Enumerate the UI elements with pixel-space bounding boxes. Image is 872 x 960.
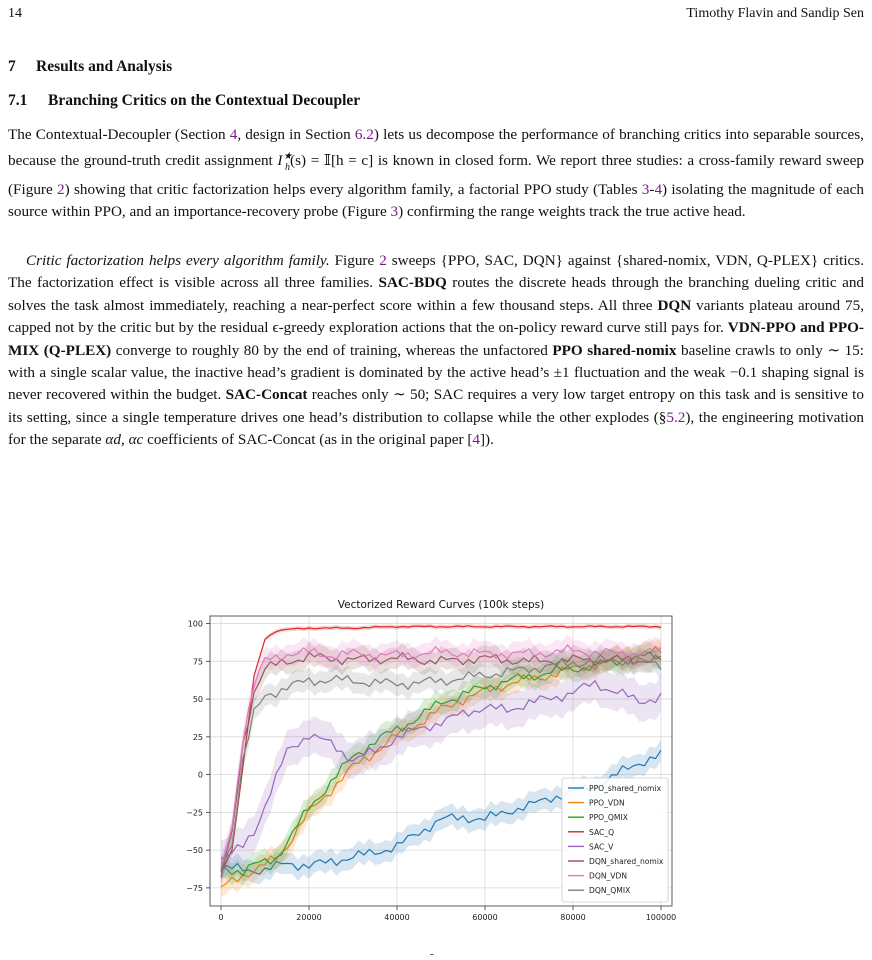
text: The Contextual-Decoupler (Section [8, 126, 230, 143]
page-marker: - [430, 948, 434, 960]
paragraph-intro [8, 124, 864, 224]
legend-label: DQN_VDN [589, 871, 628, 881]
section-ref-link[interactable]: 5.2 [666, 408, 686, 426]
section-ref-link[interactable]: 6.2 [354, 126, 374, 143]
legend-box [562, 778, 668, 902]
y-tick-label: 75 [192, 657, 203, 667]
bold-term: DQN [657, 296, 692, 314]
legend-label: SAC_Q [589, 827, 615, 837]
y-tick-label: 25 [192, 732, 203, 742]
reward-curves-chart [170, 596, 690, 922]
table-ref-link[interactable]: 3 [641, 180, 650, 198]
text: converge to roughly 80 by the end of training, whereas the unfactored [111, 341, 553, 359]
math-symbol: I [277, 152, 283, 170]
legend-label: SAC_V [589, 842, 614, 852]
bold-term: SAC-BDQ [378, 274, 447, 292]
text: routes the discrete heads through the branching dueling critic and solves the task almost immediately, reaching a near-perfect score within a few thousand steps. All three [8, 274, 865, 314]
text: reaches only ∼ 50; SAC requires a very low target entropy on this task and is sensitive to its setting, since a single temperature drives one head’s distribution to collapse while the other explodes (§ [8, 386, 864, 426]
text: ) lets us decompose the performance of branching critics into separable sources, because the ground-truth credit assignment [8, 126, 864, 170]
subsection-number: 7.1 [8, 92, 28, 109]
text: ) isolating the magnitude of each source within PPO, and an importance-recovery probe (Figure [8, 180, 864, 221]
text: baseline crawls to only ∼ 15: with a single scalar value, the inactive head’s gradient is dominated by the active head’s ±1 fluctuation and the weak −0.1 shaping signal is never recovered within the budget. [8, 341, 864, 404]
text: ), the engineering motivation for the separate [8, 408, 865, 449]
section-title: Results and Analysis [36, 58, 173, 75]
running-authors: Timothy Flavin and Sandip Sen [686, 6, 864, 21]
legend-label: DQN_QMIX [589, 886, 631, 896]
subsection-title: Branching Critics on the Contextual Decoupler [48, 92, 361, 109]
x-tick-label: 20000 [296, 913, 322, 922]
figure-ref-link[interactable]: 3 [390, 203, 399, 221]
math-importance [277, 151, 294, 173]
text: Figure [329, 252, 380, 269]
figure-ref-link[interactable]: 2 [57, 180, 65, 198]
y-tick-label: −75 [186, 883, 203, 893]
figure-ref-link[interactable]: 2 [379, 252, 387, 269]
citation-link[interactable]: 4 [472, 431, 480, 449]
y-tick-label: −50 [186, 846, 203, 856]
y-tick-label: 50 [192, 695, 203, 705]
y-tick-label: 0 [197, 770, 203, 780]
text: , design in Section [237, 126, 355, 143]
legend-label: PPO_QMIX [589, 813, 628, 823]
text: - [649, 180, 655, 198]
text: sweeps {PPO, SAC, DQN} against {shared-nomix, VDN, Q-PLEX} critics. The factorization effect is visible across all three families. [8, 252, 864, 292]
text: (s) = 𝕀[h = c] is known in closed form. We report three studies: a cross-family reward sweep (Figure [8, 152, 864, 198]
x-tick-label: 0 [218, 913, 224, 922]
page-number: 14 [8, 6, 22, 21]
chart-title: Vectorized Reward Curves (100k steps) [337, 599, 545, 611]
x-tick-label: 100000 [645, 913, 677, 922]
math-alpha: αd, αc [105, 431, 144, 449]
section-heading [8, 58, 172, 76]
legend-label: PPO_shared_nomix [589, 784, 662, 793]
x-tick-label: 80000 [560, 913, 586, 922]
bold-term: SAC-Concat [225, 386, 308, 404]
x-tick-label: 40000 [384, 913, 410, 922]
table-ref-link[interactable]: 4 [654, 180, 663, 198]
section-ref-link[interactable]: 4 [229, 126, 238, 143]
text: coefficients of SAC-Concat (as in the original paper [ [143, 431, 473, 449]
bold-term: PPO shared-nomix [552, 341, 677, 359]
bold-term: VDN-PPO and PPO-MIX (Q-PLEX) [8, 319, 864, 359]
legend-label: PPO_VDN [589, 798, 625, 808]
x-tick-label: 60000 [472, 913, 498, 922]
y-tick-label: 100 [187, 619, 203, 629]
math-superscript: ★ [282, 151, 294, 163]
subsection-heading [8, 92, 360, 110]
math-subscript: h [285, 161, 291, 173]
legend-label: DQN_shared_nomix [589, 857, 664, 866]
text: variants plateau around 75, capped not by the critic but by the residual ϵ-greedy exploration actions that the on-policy reward curve still pays for. [8, 296, 864, 337]
text: ) confirming the range weights track the true active head. [398, 203, 746, 221]
y-tick-label: −25 [186, 808, 203, 818]
section-number: 7 [8, 58, 16, 75]
paragraph-factorization [8, 250, 864, 452]
text: ]). [479, 431, 494, 449]
text: ) showing that critic factorization helps every algorithm family, a factorial PPO study (Tables [64, 180, 642, 198]
paragraph-lead: Critic factorization helps every algorithm family. [26, 252, 330, 269]
